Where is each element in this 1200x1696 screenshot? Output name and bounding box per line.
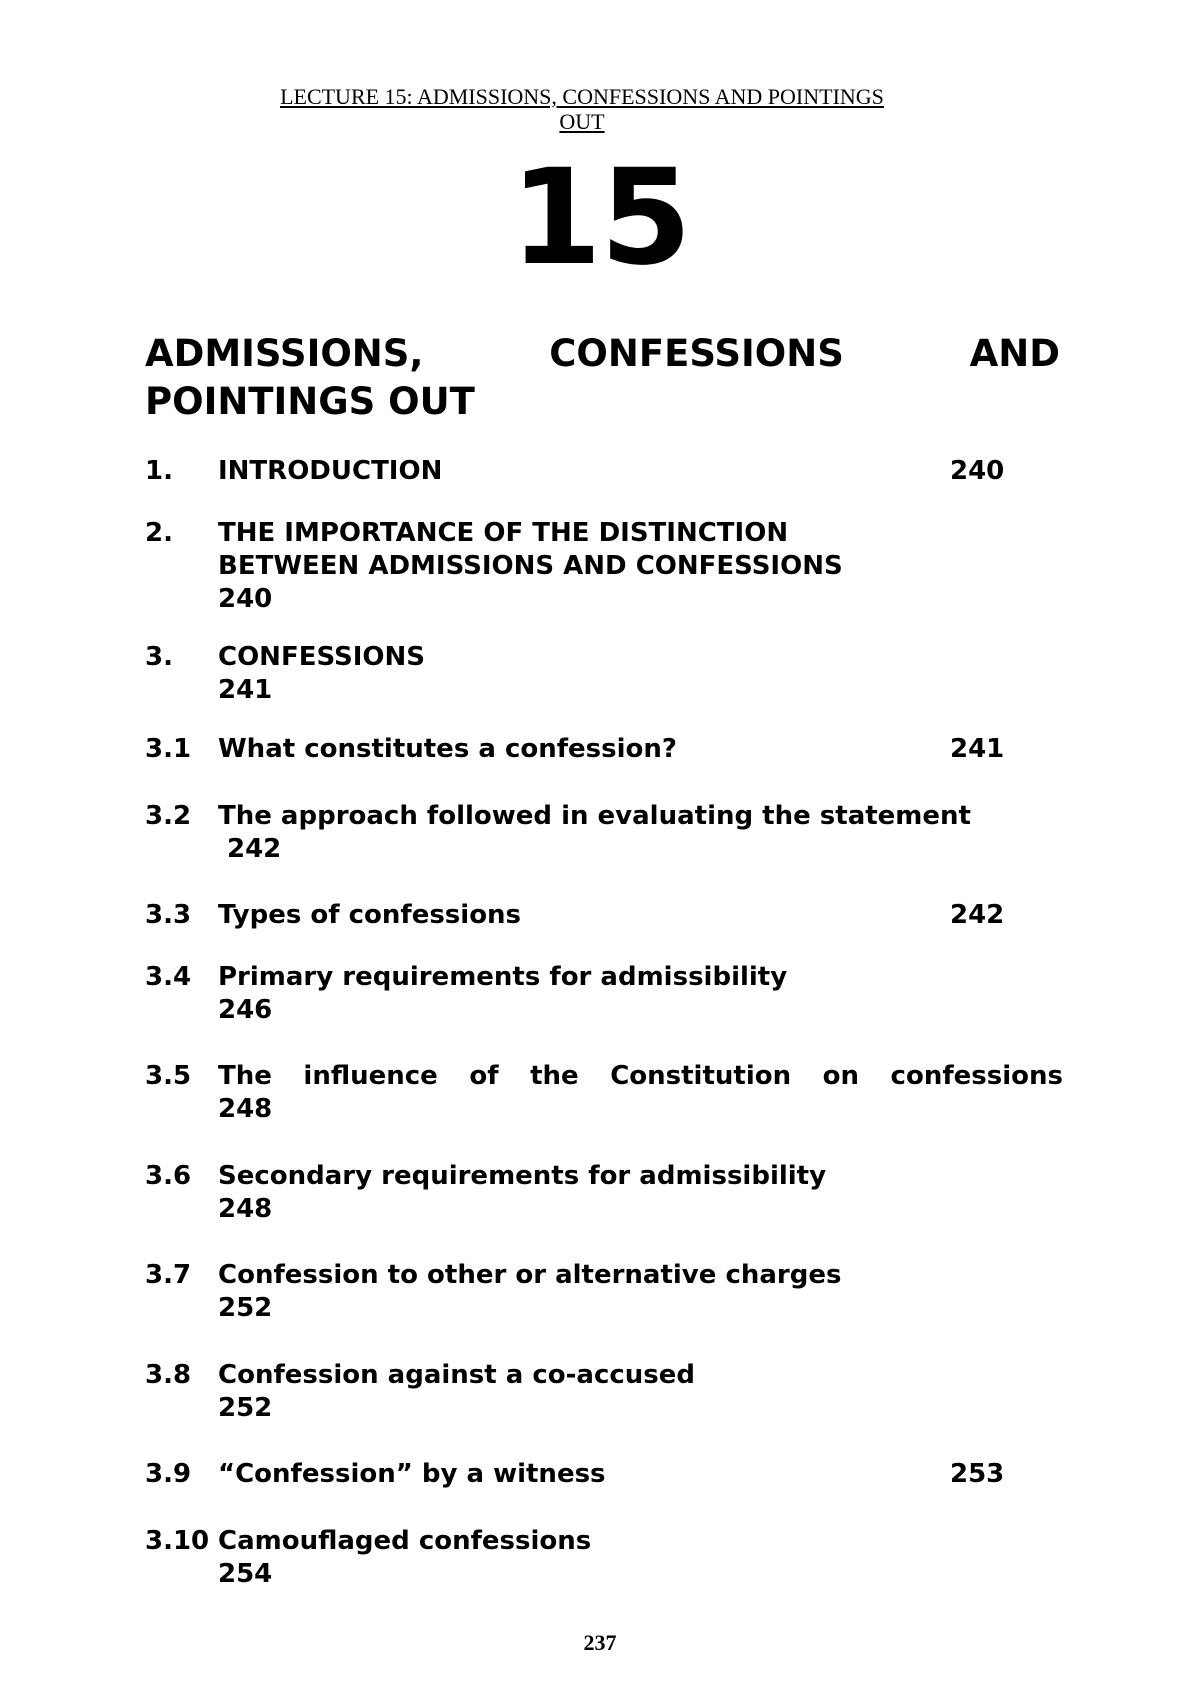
chapter-title-word-2: CONFESSIONS [549, 332, 844, 375]
chapter-title-word-3: AND [969, 332, 1060, 375]
toc-entry-number: 3.3 [145, 900, 192, 930]
toc-entry-page: 241 [218, 675, 273, 705]
toc-entry-title: Camouflaged confessions [218, 1526, 592, 1556]
toc-entry-page: 240 [218, 584, 273, 614]
toc-entry-title-word: Constitution [610, 1061, 792, 1091]
toc-entry-page: 252 [218, 1293, 273, 1323]
toc-entry-title: Confession against a co-accused [218, 1360, 696, 1390]
toc-entry-number: 3. [145, 642, 173, 672]
toc-entry-title: The approach followed in evaluating the statement [218, 801, 971, 831]
toc-entry-number: 3.2 [145, 801, 192, 831]
toc-entry-page: 241 [950, 734, 1005, 764]
toc-entry-page: 246 [218, 995, 273, 1025]
chapter-title [145, 330, 1060, 426]
toc-entry-page: 248 [218, 1094, 273, 1124]
toc-entry-page: 240 [950, 456, 1005, 486]
toc-entry-number: 3.6 [145, 1161, 192, 1191]
toc-entry-title [218, 1060, 1063, 1093]
toc-entry-title: “Confession” by a witness [218, 1459, 606, 1489]
toc-entry-page: 252 [218, 1393, 273, 1423]
toc-entry-page: 242 [227, 834, 282, 864]
toc-entry-title: Confession to other or alternative charges [218, 1260, 842, 1290]
toc-entry-number: 3.1 [145, 734, 192, 764]
running-header-line2: OUT [559, 109, 605, 134]
running-header-line1: LECTURE 15: ADMISSIONS, CONFESSIONS AND POINTINGS [280, 84, 884, 109]
toc-entry-title: Secondary requirements for admissibility [218, 1161, 827, 1191]
toc-entry-title-word: The [218, 1061, 272, 1091]
toc-entry-title: Primary requirements for admissibility [218, 962, 788, 992]
toc-entry-title: CONFESSIONS [218, 642, 426, 672]
toc-entry-title-word: the [530, 1061, 579, 1091]
running-header [150, 84, 1014, 134]
toc-entry-number: 3.4 [145, 962, 192, 992]
chapter-number: 15 [510, 141, 690, 295]
toc-entry-page: 254 [218, 1559, 273, 1589]
toc-entry-title: What constitutes a confession? [218, 734, 677, 764]
toc-entry-page: 248 [218, 1194, 273, 1224]
toc-entry-number: 3.10 [145, 1526, 210, 1556]
toc-entry-title: INTRODUCTION [218, 456, 443, 486]
toc-entry-number: 3.5 [145, 1061, 192, 1091]
toc-entry-number: 3.7 [145, 1260, 192, 1290]
toc-entry-number: 3.9 [145, 1459, 192, 1489]
toc-entry-title-line-2: BETWEEN ADMISSIONS AND CONFESSIONS [218, 551, 843, 581]
toc-entry-page: 253 [950, 1459, 1005, 1489]
toc-entry-title-word: on [822, 1061, 860, 1091]
chapter-title-word-1: ADMISSIONS, [145, 332, 424, 375]
toc-entry-title-word: of [469, 1061, 499, 1091]
page-number: 237 [583, 1630, 617, 1655]
toc-entry-title-word: influence [303, 1061, 438, 1091]
toc-entry-title: Types of confessions [218, 900, 522, 930]
toc-entry-number: 2. [145, 518, 173, 548]
toc-entry-number: 3.8 [145, 1360, 192, 1390]
toc-entry-title-word: confessions [890, 1061, 1063, 1091]
toc-entry-number: 1. [145, 456, 173, 486]
toc-entry-title-line-1: THE IMPORTANCE OF THE DISTINCTION [218, 518, 789, 548]
chapter-title-line-2: POINTINGS OUT [145, 380, 475, 423]
toc-entry-page: 242 [950, 900, 1005, 930]
